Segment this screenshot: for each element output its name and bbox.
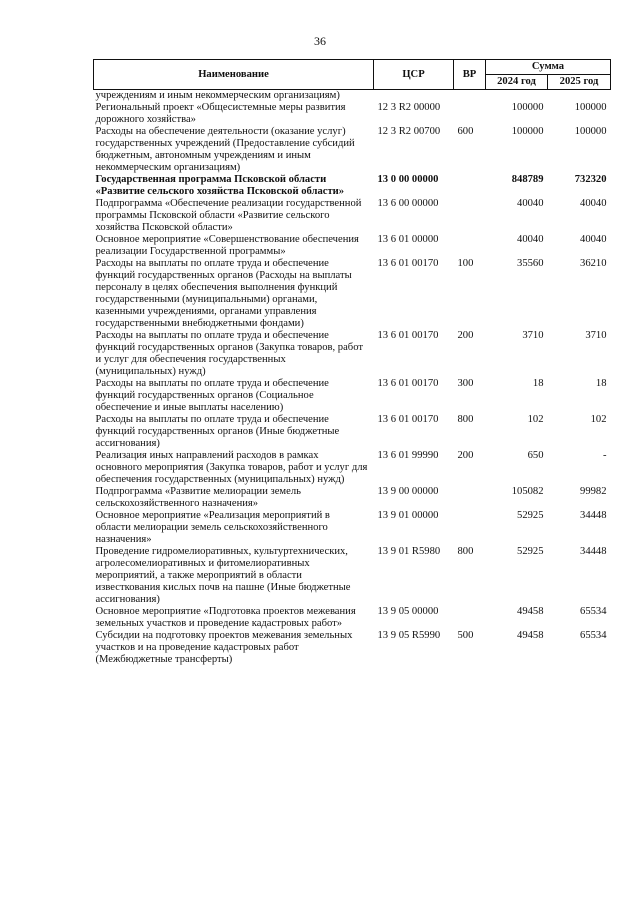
- row-sum-2025: 65534: [580, 606, 607, 617]
- row-sum-2024: 52925: [517, 546, 544, 557]
- row-name: Расходы на обеспечение деятельности (оказание услуг) государственных учреждений (Предоставление субсидий бюджетным, автономным учреждениям и иным некоммерческим организациям): [95, 126, 355, 173]
- row-name: Подпрограмма «Обеспечение реализации государственной программы Псковской области «Развитие сельского хозяйства Псковской области»: [95, 198, 362, 233]
- header-year-2025: 2025 год: [548, 75, 611, 90]
- row-vr: [454, 606, 486, 630]
- row-csr: 13 9 01 00000: [377, 510, 439, 521]
- table-row: [94, 126, 611, 174]
- row-sum-2024: 40040: [517, 234, 544, 245]
- row-sum-2025: 102: [590, 414, 607, 425]
- row-sum-2025: [548, 90, 611, 103]
- row-csr: [374, 90, 454, 103]
- row-vr: 500: [457, 630, 474, 641]
- row-sum-2024: 848789: [511, 174, 544, 185]
- row-sum-2024: 49458: [517, 630, 544, 641]
- row-name: Подпрограмма «Развитие мелиорации земель сельскохозяйственного назначения»: [95, 486, 301, 509]
- row-sum-2024: 40040: [517, 198, 544, 209]
- row-vr: [454, 90, 486, 103]
- row-csr: 13 9 00 00000: [377, 486, 439, 497]
- row-name: Расходы на выплаты по оплате труда и обеспечение функций государственных органов (Иные бюджетные ассигнования): [95, 414, 340, 449]
- table-row: [94, 546, 611, 606]
- row-name: Расходы на выплаты по оплате труда и обеспечение функций государственных органов (Социальное обеспечение и иные выплаты населению): [95, 378, 329, 413]
- row-sum-2024: 3710: [522, 330, 544, 341]
- budget-table: [93, 59, 611, 666]
- row-sum-2024: 52925: [517, 510, 544, 521]
- row-sum-2024: 18: [532, 378, 544, 389]
- row-sum-2025: 100000: [574, 126, 607, 137]
- row-vr: 100: [457, 258, 474, 269]
- row-name: Расходы на выплаты по оплате труда и обеспечение функций государственных органов (Расходы на выплаты персоналу в целях обеспечения выполнения функций государственными (муниципальными) органами, казенными учреждениями, органами управления государственными внебюджетными фондами): [95, 258, 352, 329]
- row-csr: 13 9 05 R5990: [377, 630, 441, 641]
- header-vr: ВР: [454, 60, 486, 90]
- table-row: [94, 258, 611, 330]
- row-sum-2025: 18: [595, 378, 607, 389]
- table-row: [94, 510, 611, 546]
- row-sum-2024: 100000: [511, 102, 544, 113]
- table-row: [94, 90, 611, 103]
- row-csr: 13 6 01 00000: [377, 234, 439, 245]
- row-sum-2025: 3710: [585, 330, 607, 341]
- row-vr: [454, 174, 486, 198]
- row-vr: [454, 510, 486, 546]
- row-csr: 13 9 01 R5980: [377, 546, 441, 557]
- row-sum-2025: 34448: [580, 546, 607, 557]
- row-sum-2024: 102: [527, 414, 544, 425]
- row-csr: 12 3 R2 00700: [377, 126, 441, 137]
- row-sum-2025: 34448: [580, 510, 607, 521]
- row-vr: [454, 486, 486, 510]
- row-sum-2024: 35560: [517, 258, 544, 269]
- header-year-2024: 2024 год: [486, 75, 548, 90]
- row-vr: [454, 234, 486, 258]
- row-csr: 13 9 05 00000: [377, 606, 439, 617]
- row-vr: [454, 198, 486, 234]
- row-sum-2025: 99982: [580, 486, 607, 497]
- row-sum-2024: 100000: [511, 126, 544, 137]
- row-vr: 600: [457, 126, 474, 137]
- row-vr: 200: [457, 330, 474, 341]
- table-row: [94, 630, 611, 666]
- row-csr: 13 6 01 00170: [377, 378, 439, 389]
- table-body: [94, 90, 611, 667]
- row-name: Проведение гидромелиоративных, культуртехнических, агролесомелиоративных и фитомелиоративных мероприятий, а также мероприятий в области известкования кислых почв на пашне (Иные бюджетные ассигнования): [95, 546, 351, 605]
- row-vr: 300: [457, 378, 474, 389]
- row-name: Основное мероприятие «Подготовка проектов межевания земельных участков и проведение кадастровых работ»: [95, 606, 356, 629]
- table-row: [94, 606, 611, 630]
- row-name: Субсидии на подготовку проектов межевания земельных участков и на проведение кадастровых работ (Межбюджетные трансферты): [95, 630, 353, 665]
- row-sum-2025: 40040: [580, 198, 607, 209]
- table-row: [94, 234, 611, 258]
- row-csr: 13 6 01 00170: [377, 414, 439, 425]
- table-row: [94, 174, 611, 198]
- page-number: 36: [314, 34, 326, 48]
- row-name: Региональный проект «Общесистемные меры развития дорожного хозяйства»: [95, 102, 346, 125]
- table-row: [94, 378, 611, 414]
- row-sum-2024: 105082: [511, 486, 544, 497]
- row-vr: [454, 102, 486, 126]
- row-csr: 13 6 00 00000: [377, 198, 439, 209]
- row-name: Основное мероприятие «Реализация мероприятий в области мелиорации земель сельскохозяйственного назначения»: [95, 510, 330, 545]
- header-sum: Сумма: [486, 60, 611, 75]
- header-csr: ЦСР: [374, 60, 454, 90]
- row-vr: 800: [457, 546, 474, 557]
- row-sum-2025: 36210: [580, 258, 607, 269]
- row-sum-2025: 40040: [580, 234, 607, 245]
- table-row: [94, 330, 611, 378]
- row-sum-2025: 100000: [574, 102, 607, 113]
- row-csr: 13 0 00 00000: [377, 174, 439, 185]
- table-row: [94, 414, 611, 450]
- table-row: [94, 198, 611, 234]
- row-vr: 200: [457, 450, 474, 461]
- row-sum-2025: 732320: [574, 174, 607, 185]
- row-sum-2025: -: [602, 450, 607, 461]
- table-row: [94, 486, 611, 510]
- row-name: учреждениям и иным некоммерческим организациям): [95, 90, 340, 101]
- table-row: [94, 102, 611, 126]
- row-sum-2025: 65534: [580, 630, 607, 641]
- row-sum-2024: 650: [527, 450, 544, 461]
- row-sum-2024: 49458: [517, 606, 544, 617]
- row-name: Расходы на выплаты по оплате труда и обеспечение функций государственных органов (Закупка товаров, работ и услуг для обеспечения государственных (муниципальных) нужд): [95, 330, 363, 377]
- row-sum-2024: [486, 90, 548, 103]
- row-csr: 13 6 01 00170: [377, 330, 439, 341]
- header-name: Наименование: [94, 60, 374, 90]
- table-row: [94, 450, 611, 486]
- row-name: Реализация иных направлений расходов в рамках основного мероприятия (Закупка товаров, работ и услуг для обеспечения государственных (муниципальных) нужд): [95, 450, 368, 485]
- table-header: [94, 60, 611, 90]
- row-name: Основное мероприятие «Совершенствование обеспечения реализации Государственной программы»: [95, 234, 359, 257]
- row-name: Государственная программа Псковской области «Развитие сельского хозяйства Псковской области»: [95, 174, 345, 197]
- row-csr: 12 3 R2 00000: [377, 102, 441, 113]
- row-csr: 13 6 01 99990: [377, 450, 439, 461]
- row-vr: 800: [457, 414, 474, 425]
- row-csr: 13 6 01 00170: [377, 258, 439, 269]
